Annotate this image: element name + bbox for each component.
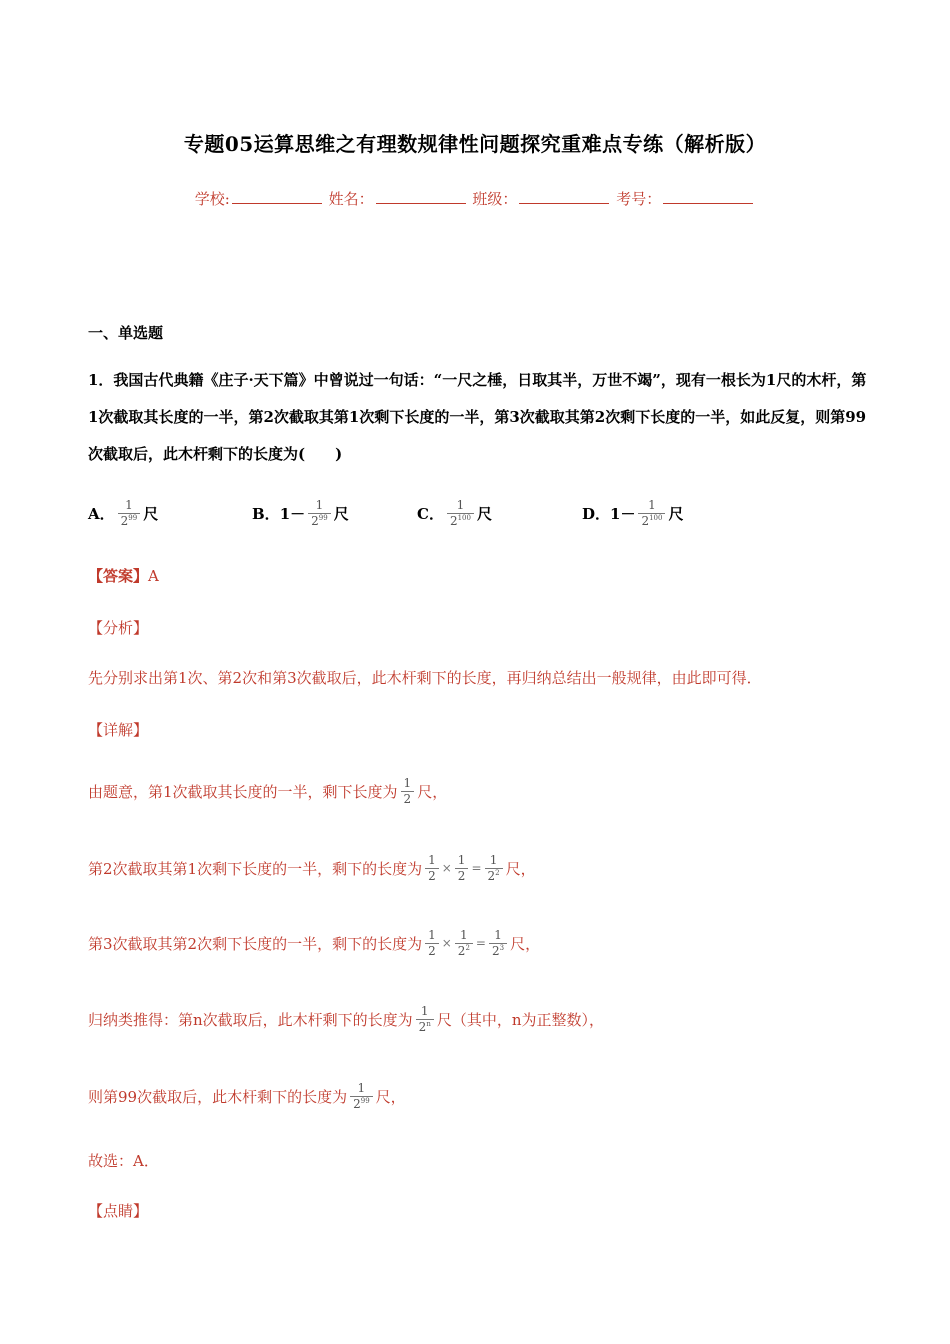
exponent: 100 [649,513,663,522]
option-a[interactable] [88,488,158,538]
option-unit: 尺 [668,504,684,523]
answer-label: 【答案】 [88,567,149,585]
line-text: 则第99次截取后，此木杆剩下的长度为 [88,1087,348,1106]
base: 2 [457,943,466,958]
fraction [425,853,439,884]
option-d[interactable] [582,488,683,538]
numerator: 1 [357,1080,366,1095]
base: 2 [353,1096,361,1111]
number-blank[interactable] [663,189,753,204]
equals-sign: = [475,936,486,950]
numerator: 1 [460,927,468,942]
exponent: 3 [499,943,505,952]
class-label: 班级： [472,190,518,208]
base: 2 [641,513,650,528]
analysis-label: 【分析】 [88,619,149,637]
student-info-line [0,188,950,209]
option-b[interactable] [252,488,349,538]
numerator: 1 [457,852,466,867]
answer-line [88,565,159,586]
denominator [485,868,503,884]
question-text: 1．我国古代典籍《庄子·天下篇》中曾说过一句话：“一尺之棰，日取其半，万世不竭”，现有一根长为1尺的木杆，第1次截取其长度的一半，第2次截取其第1次剩下长度的一半，第3次截取其第2次剩下长度的一半，如此反复，则第99次截取后，此木杆剩下的长度为( ) [88,371,867,463]
line-suffix: 尺， [417,782,448,801]
numerator: 1 [403,775,412,790]
number-label: 考号： [616,190,662,208]
denominator: 2 [401,791,415,807]
denominator [447,513,474,529]
page-title: 专题05运算思维之有理数规律性问题探究重难点专练（解析版） [183,132,767,156]
fraction [308,498,331,529]
exponent: 99 [128,513,138,522]
fraction [425,928,439,959]
exponent: 2 [465,943,470,952]
analysis-text: 先分别求出第1次、第2次和第3次截取后，此木杆剩下的长度，再归纳总结出一般规律，由此即可得． [88,669,762,687]
class-blank[interactable] [519,189,609,204]
base: 2 [311,513,319,528]
option-c[interactable] [417,488,492,538]
fraction [401,776,415,807]
fraction [455,928,473,959]
numerator: 1 [428,852,436,867]
denominator [416,1019,434,1035]
numerator: 1 [494,927,502,942]
base: 2 [491,943,500,958]
name-blank[interactable] [376,189,466,204]
school-label: 学校: [194,190,230,208]
numerator: 1 [125,497,133,512]
exponent: 2 [495,868,500,877]
option-unit: 尺 [476,504,492,523]
option-label: C． [417,504,444,523]
line-suffix: 尺， [505,859,536,878]
exponent: 99 [360,1096,370,1105]
denominator: 2 [425,943,439,959]
times-sign: × [441,861,452,875]
option-unit: 尺 [333,504,349,523]
options-row [88,488,868,538]
denominator [638,513,665,529]
fraction [455,853,469,884]
fraction [447,498,474,529]
denominator: 2 [455,868,469,884]
school-blank[interactable] [232,189,322,204]
answer-value: A [148,566,159,585]
line-text: 第2次截取其第1次剩下长度的一半，剩下的长度为 [88,859,423,878]
fraction [118,498,141,529]
detail-label: 【详解】 [88,721,149,739]
remark-label: 【点睛】 [88,1202,149,1220]
option-label: B． [252,504,280,523]
denominator [308,513,331,529]
detail-line-1 [88,766,447,816]
line-text: 第3次截取其第2次剩下长度的一半，剩下的长度为 [88,934,423,953]
exponent: 100 [457,513,471,522]
numerator: 1 [489,852,498,867]
detail-line-5 [88,1071,406,1121]
detail-line-4 [88,994,604,1044]
fraction [485,853,503,884]
denominator [489,943,507,959]
base: 2 [120,513,129,528]
line-suffix: 尺（其中，n为正整数）， [436,1010,604,1029]
option-label: D． [582,504,611,523]
line-text: 由题意，第1次截取其长度的一半，剩下长度为 [88,782,398,801]
numerator: 1 [420,1003,429,1018]
detail-line-2 [88,843,536,893]
line-suffix: 尺， [510,934,541,953]
section-heading: 一、单选题 [88,324,164,342]
denominator [350,1096,373,1112]
detail-line-3 [88,918,540,968]
numerator: 1 [428,927,436,942]
name-label: 姓名： [328,190,374,208]
fraction [489,928,507,959]
fraction [350,1081,373,1112]
exponent: n [426,1019,431,1028]
fraction [416,1004,434,1035]
option-prefix: 1－ [279,504,306,523]
denominator [455,943,473,959]
base: 2 [418,1019,427,1034]
numerator: 1 [648,497,656,512]
numerator: 1 [456,497,465,512]
fraction [638,498,665,529]
denominator: 2 [425,868,439,884]
base: 2 [487,868,496,883]
exponent: 99 [318,513,328,522]
base: 2 [449,513,458,528]
times-sign: × [441,936,452,950]
line-suffix: 尺， [375,1087,406,1106]
option-unit: 尺 [143,504,159,523]
line-text: 归纳类推得：第n次截取后，此木杆剩下的长度为 [88,1010,413,1029]
option-prefix: 1－ [610,504,636,523]
numerator: 1 [315,497,324,512]
denominator [118,513,141,529]
conclusion-line: 故选：A． [88,1152,159,1170]
equals-sign: = [471,861,482,875]
option-label: A． [88,504,115,523]
